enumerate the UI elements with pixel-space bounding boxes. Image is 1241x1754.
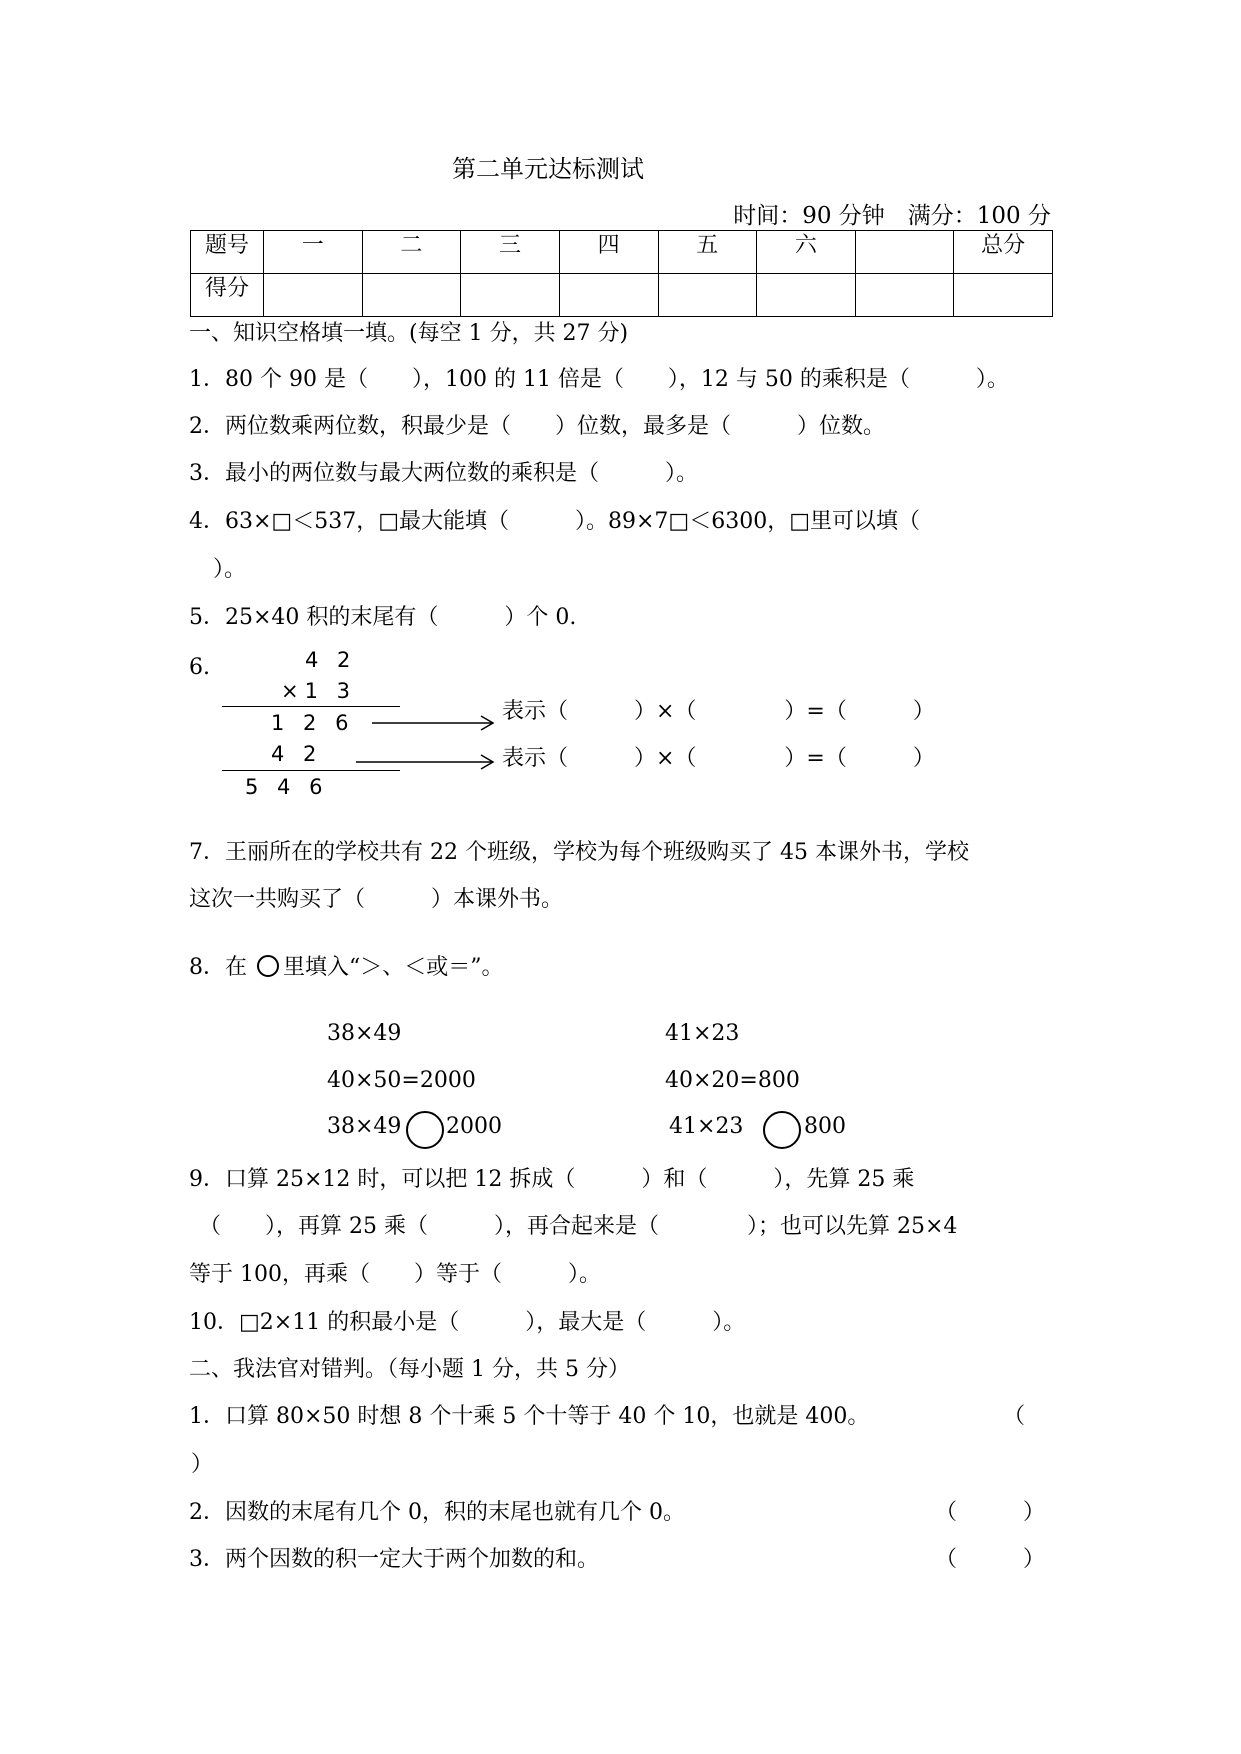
question-1-2: 2．两位数乘两位数，积最少是（ ）位数，最多是（ ）位数。 (189, 414, 885, 439)
vertical-calc-line: 4 2 (271, 742, 323, 766)
vertical-calc-line: ×1 3 (281, 679, 356, 703)
arrow-right-icon (356, 755, 493, 769)
question-1-7-line1: 7．王丽所在的学校共有 22 个班级，学校为每个班级购买了 45 本课外书，学校 (189, 840, 969, 865)
question-1-5: 5．25×40 积的末尾有（ ）个 0. (189, 605, 577, 630)
question-2-1: 1．口算 80×50 时想 8 个十乘 5 个十等于 40 个 10，也就是 400。 (189, 1404, 870, 1429)
answer-paren[interactable]: （ ） (935, 1500, 1046, 1525)
question-1-6-text2: 表示（ ）×（ ）=（ ） (502, 746, 935, 771)
compare-circle-input[interactable] (406, 1111, 444, 1149)
q8-expression: 40×20=800 (665, 1068, 800, 1093)
score-header-cell: 题号 (191, 231, 264, 274)
question-1-9-line2: （ ），再算 25 乘（ ），再合起来是（ ）；也可以先算 25×4 (199, 1214, 958, 1239)
score-row-label: 得分 (191, 274, 264, 317)
question-1-9-line3: 等于 100，再乘（ ）等于（ ）。 (189, 1262, 601, 1287)
question-1-9-line1: 9．口算 25×12 时，可以把 12 拆成（ ）和（ ），先算 25 乘 (189, 1167, 915, 1192)
arrow-right-icon (372, 716, 493, 730)
question-2-2: 2．因数的末尾有几个 0，积的末尾也就有几个 0。 (189, 1500, 685, 1525)
score-header-cell: 四 (559, 231, 658, 274)
question-1-3: 3．最小的两位数与最大两位数的乘积是（ ）。 (189, 461, 698, 486)
answer-paren-open: （ (1003, 1404, 1026, 1429)
score-header-cell: 总分 (954, 231, 1053, 274)
question-1-6-label: 6. (189, 655, 210, 680)
q8-expression: 40×50=2000 (327, 1068, 476, 1093)
score-header-cell: 五 (658, 231, 757, 274)
q8-expression: 38×49 (327, 1021, 402, 1046)
compare-circle-input[interactable] (763, 1111, 801, 1149)
q8-compare-right-value: 2000 (446, 1114, 502, 1139)
question-2-3: 3．两个因数的积一定大于两个加数的和。 (189, 1547, 599, 1572)
question-1-10: 10．□2×11 的积最小是（ ），最大是（ ）。 (189, 1310, 746, 1335)
question-1-6-text1: 表示（ ）×（ ）=（ ） (502, 699, 935, 724)
vertical-calc-line: 1 2 6 (271, 711, 355, 735)
section2-heading: 二、我法官对错判。（每小题 1 分，共 5 分） (189, 1357, 630, 1382)
q8-compare-left: 41×23 (669, 1114, 744, 1139)
vertical-calc-line: 5 4 6 (245, 775, 329, 799)
question-1-7-line2: 这次一共购买了（ ）本课外书。 (189, 887, 564, 912)
q8-expression: 41×23 (665, 1021, 740, 1046)
compare-circle-icon (257, 955, 279, 977)
score-header-cell: 一 (264, 231, 363, 274)
question-1-4-line1: 4．63×□＜537，□最大能填（ ）。89×7□＜6300，□里可以填（ (189, 509, 920, 534)
q8-compare-right-value: 800 (804, 1114, 846, 1139)
page-title: 第二单元达标测试 (452, 155, 644, 183)
question-1-8-suffix: 里填入“＞、＜或＝”。 (283, 955, 504, 980)
answer-paren[interactable]: （ ） (935, 1547, 1046, 1572)
vertical-calc-line: 4 2 (305, 648, 357, 672)
question-1-8-prefix: 8．在 (189, 955, 247, 980)
score-header-cell: 六 (757, 231, 856, 274)
q8-compare-left: 38×49 (327, 1114, 402, 1139)
question-1-4-line2: ）。 (213, 557, 247, 582)
exam-meta: 时间：90 分钟 满分：100 分 (733, 203, 1051, 229)
section1-heading: 一、知识空格填一填。(每空 1 分，共 27 分) (189, 321, 629, 346)
score-header-cell: 二 (362, 231, 461, 274)
score-header-cell: 三 (461, 231, 560, 274)
answer-paren-close: ） (191, 1452, 214, 1477)
question-1-1: 1．80 个 90 是（ ），100 的 11 倍是（ ），12 与 50 的乘积是（ ）。 (189, 367, 1009, 392)
